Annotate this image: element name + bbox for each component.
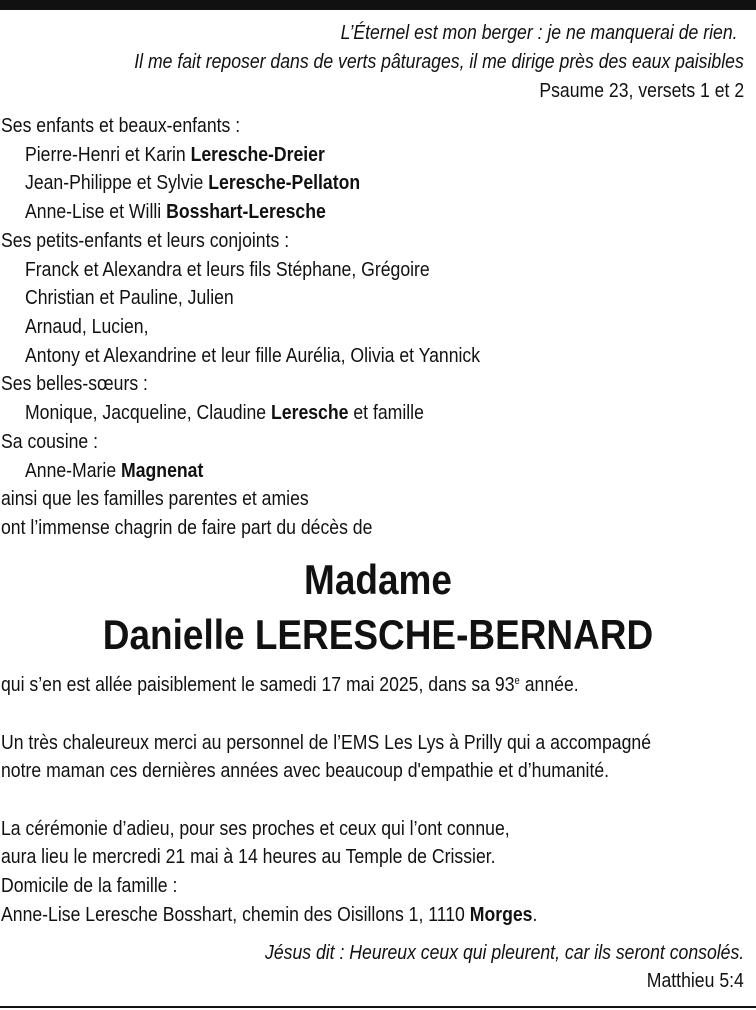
thanks-line-2: notre maman ces dernières années avec beaucoup d'empathie et d’humanité.	[1, 759, 610, 782]
grandchild-entry: Arnaud, Lucien,	[25, 315, 149, 338]
deceased-name: Danielle LERESCHE-BERNARD	[102, 611, 654, 658]
deceased-title: Madame	[304, 556, 452, 603]
death-notice-text: qui s’en est allée paisiblement le samedi 17 mai 2025, dans sa 93	[1, 673, 515, 696]
epigraph-reference: Psaume 23, versets 1 et 2	[539, 79, 744, 102]
thanks-line-1: Un très chaleureux merci au personnel de l’EMS Les Lys à Prilly qui a accompagné	[1, 731, 652, 754]
child-surname: Leresche-Pellaton	[208, 171, 361, 194]
sisters-surname: Leresche	[271, 401, 349, 424]
cousin-entry	[25, 457, 203, 485]
bottom-border	[0, 1006, 756, 1008]
death-notice-superscript: e	[514, 675, 520, 687]
address-town: Morges	[469, 903, 533, 926]
sisters-in-law-entry	[25, 399, 424, 427]
grandchild-entry: Christian et Pauline, Julien	[25, 286, 234, 309]
grandchildren-heading: Ses petits-enfants et leurs conjoints :	[1, 229, 290, 252]
ceremony-line-2: aura lieu le mercredi 21 mai à 14 heures au Temple de Crissier.	[1, 845, 496, 868]
sisters-in-law-heading: Ses belles-sœurs :	[1, 372, 148, 395]
sisters-suffix: et famille	[348, 401, 424, 424]
child-first-names: Anne-Lise et Willi	[25, 200, 167, 223]
announcement-intro: ont l’immense chagrin de faire part du décès de	[1, 516, 373, 539]
grandchild-entry: Antony et Alexandrine et leur fille Aurélia, Olivia et Yannick	[25, 344, 481, 367]
grandchild-entry: Franck et Alexandra et leurs fils Stéphane, Grégoire	[25, 258, 430, 281]
child-first-names: Pierre-Henri et Karin	[25, 143, 191, 166]
top-border	[0, 0, 756, 10]
epigraph-line-2: Il me fait reposer dans de verts pâturages, il me dirige près des eaux paisibles	[134, 50, 744, 73]
sisters-first-names: Monique, Jacqueline, Claudine	[25, 401, 272, 424]
cousin-heading: Sa cousine :	[1, 430, 99, 453]
address-text: Anne-Lise Leresche Bosshart, chemin des Oisillons 1, 1110	[1, 903, 470, 926]
cousin-surname: Magnenat	[121, 459, 204, 482]
children-heading: Ses enfants et beaux-enfants :	[1, 114, 241, 137]
child-surname: Bosshart-Leresche	[166, 200, 326, 223]
closing-quote: Jésus dit : Heureux ceux qui pleurent, car ils seront consolés.	[264, 941, 744, 964]
child-first-names: Jean-Philippe et Sylvie	[25, 171, 209, 194]
family-domicile-heading: Domicile de la famille :	[1, 874, 178, 897]
child-surname: Leresche-Dreier	[190, 143, 325, 166]
epigraph-line-1: L’Éternel est mon berger : je ne manquerai de rien.	[341, 21, 738, 44]
address-period: .	[532, 903, 538, 926]
closing-quote-reference: Matthieu 5:4	[646, 969, 744, 992]
child-entry	[25, 169, 360, 197]
death-notice	[1, 671, 579, 699]
child-entry	[25, 141, 325, 169]
death-notice-after: année.	[519, 673, 579, 696]
family-address	[1, 901, 537, 929]
ceremony-line-1: La cérémonie d’adieu, pour ses proches et ceux qui l’ont connue,	[1, 817, 510, 840]
cousin-first-name: Anne-Marie	[25, 459, 122, 482]
child-entry	[25, 198, 326, 226]
closing-families: ainsi que les familles parentes et amies	[1, 487, 309, 510]
